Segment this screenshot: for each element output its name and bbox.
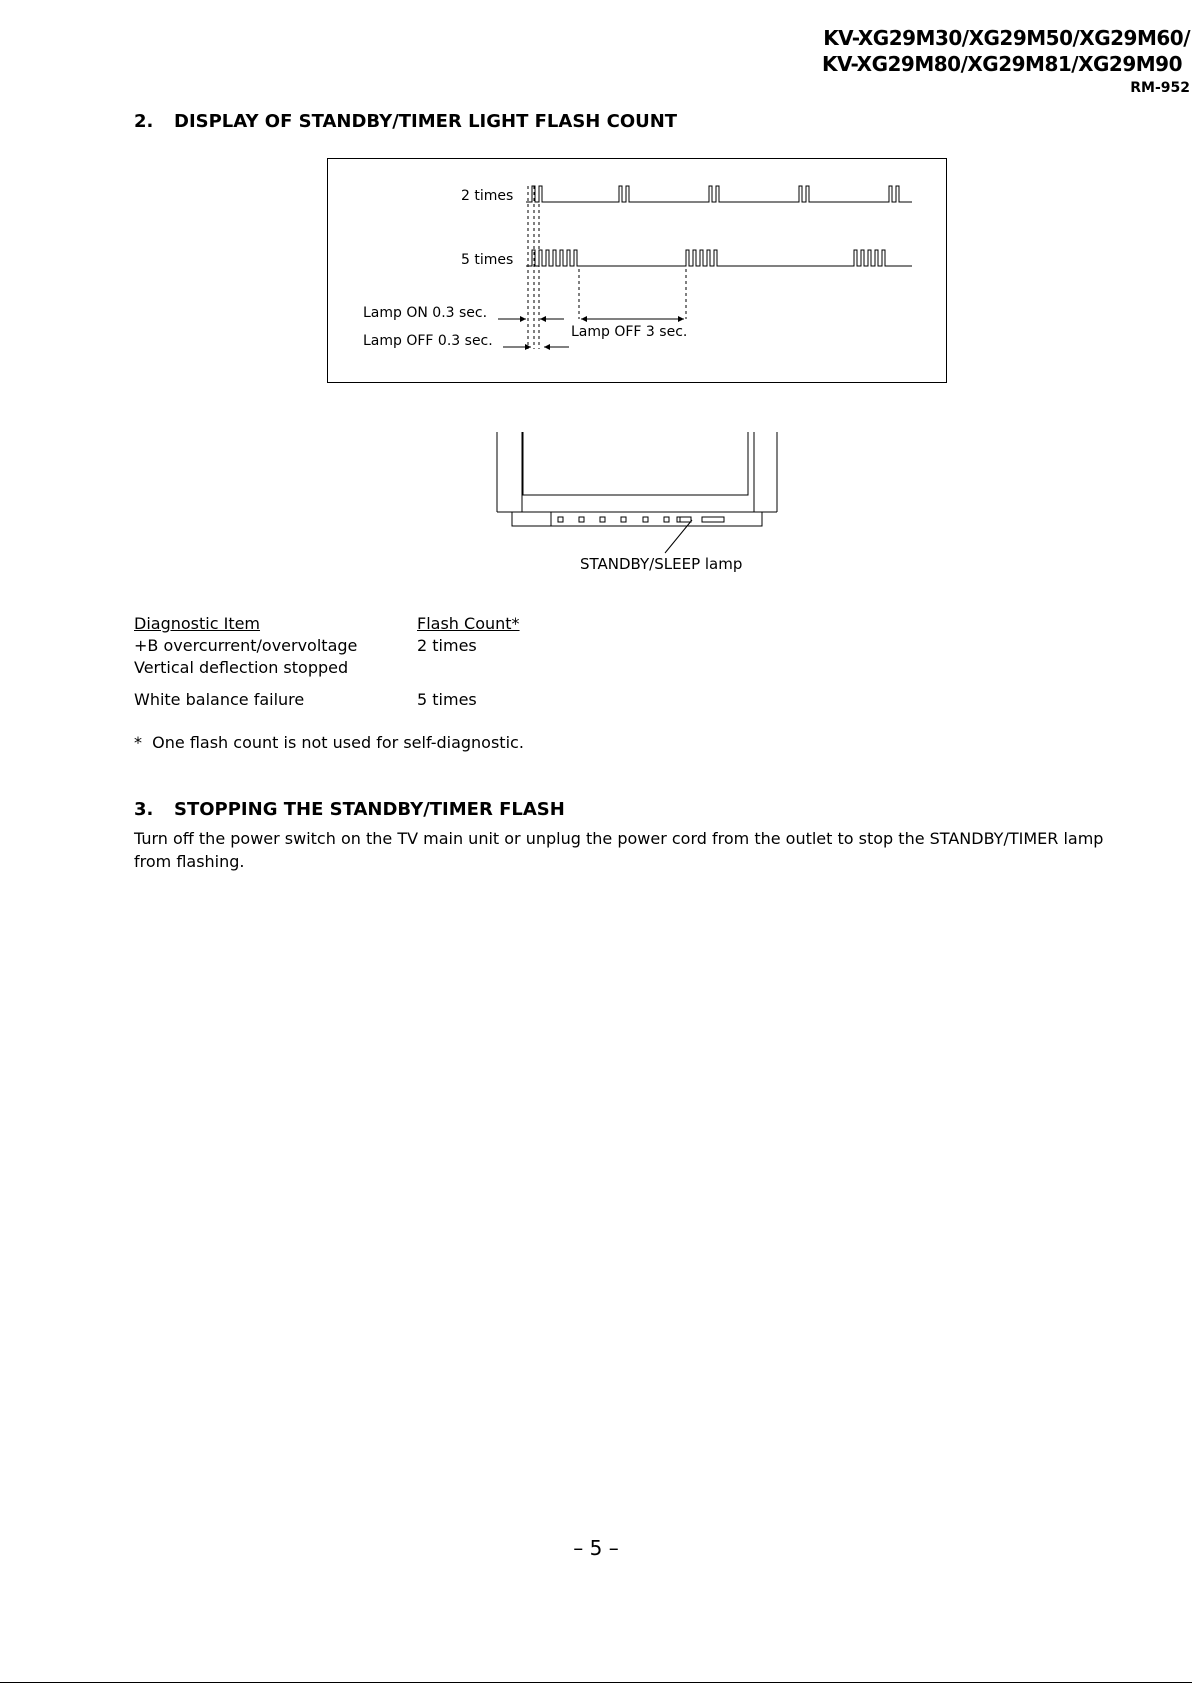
label-lamp-on: Lamp ON 0.3 sec. bbox=[363, 305, 488, 321]
flash-count: 5 times bbox=[417, 690, 477, 709]
diagnostic-item-header: Diagnostic Item bbox=[134, 614, 261, 633]
lamp-leader-line bbox=[660, 518, 700, 558]
standby-sleep-lamp-label: STANDBY/SLEEP lamp bbox=[580, 555, 743, 573]
waveform-2-times bbox=[526, 186, 912, 202]
timing-waveforms bbox=[328, 159, 948, 384]
section-3-heading bbox=[134, 799, 565, 820]
section-3-body: Turn off the power switch on the TV main unit or unplug the power cord from the outlet to stop the STANDBY/TIMER lamp from flashing. bbox=[134, 829, 1104, 871]
model-numbers-line2: KV-XG29M80/XG29M81/XG29M90 bbox=[821, 52, 1182, 76]
label-2-times: 2 times bbox=[461, 188, 514, 204]
diagnostic-item: +B overcurrent/overvoltage bbox=[134, 636, 358, 655]
footnote bbox=[134, 733, 524, 752]
diagnostic-item: White balance failure bbox=[134, 690, 305, 709]
label-5-times: 5 times bbox=[461, 252, 514, 268]
flash-timing-diagram bbox=[327, 158, 947, 383]
footnote-mark: * bbox=[134, 733, 142, 752]
waveform-5-times bbox=[526, 250, 912, 266]
tv-front-panel-illustration bbox=[495, 432, 780, 532]
section-3-title: STOPPING THE STANDBY/TIMER FLASH bbox=[174, 799, 565, 820]
label-lamp-off-short: Lamp OFF 0.3 sec. bbox=[363, 333, 493, 349]
model-numbers-line1: KV-XG29M30/XG29M50/XG29M60/ bbox=[823, 26, 1190, 50]
section-3-number: 3. bbox=[134, 799, 154, 820]
section-2-heading bbox=[134, 111, 677, 132]
footnote-text: One flash count is not used for self-diagnostic. bbox=[152, 733, 524, 752]
flash-count: 2 times bbox=[417, 636, 477, 655]
flash-count-header: Flash Count* bbox=[417, 614, 520, 633]
section-2-number: 2. bbox=[134, 111, 154, 132]
diagnostic-item: Vertical deflection stopped bbox=[134, 658, 349, 677]
remote-model: RM-952 bbox=[1130, 80, 1190, 96]
footer-rule bbox=[0, 1682, 1192, 1683]
section-2-title: DISPLAY OF STANDBY/TIMER LIGHT FLASH COUNT bbox=[174, 111, 678, 132]
page-number: – 5 – bbox=[573, 1536, 619, 1560]
label-lamp-off-long: Lamp OFF 3 sec. bbox=[571, 324, 688, 340]
